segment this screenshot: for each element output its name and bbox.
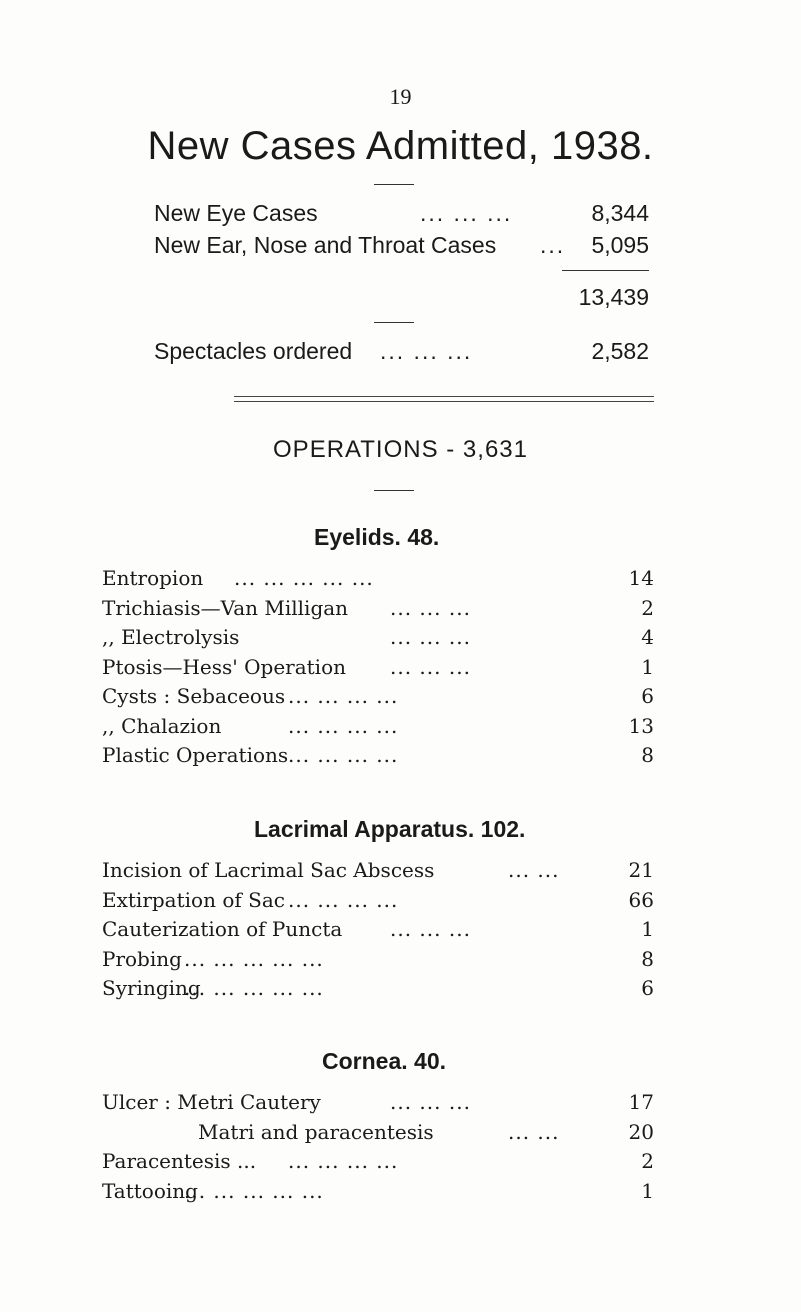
leader-dots: ... ... ... — [420, 200, 513, 226]
row-value: 20 — [628, 1119, 654, 1144]
row-label: Entropion — [102, 566, 204, 590]
row-label: ,, Chalazion — [102, 713, 222, 738]
table-row — [102, 1147, 654, 1175]
table-row — [102, 1088, 654, 1116]
divider — [374, 490, 414, 491]
row-value: 21 — [628, 858, 654, 882]
row-label: Incision of Lacrimal Sac Abscess — [102, 858, 435, 882]
summary-row-ent — [154, 230, 649, 260]
row-label: Cauterization of Puncta — [102, 917, 343, 941]
leader-dots: ... — [540, 232, 566, 258]
row-label: Ulcer : Metri Cautery — [102, 1090, 321, 1114]
row-value: 4 — [641, 625, 654, 649]
leader-dots: ... ... ... ... — [288, 743, 399, 767]
table-row — [102, 682, 654, 710]
divider — [374, 322, 414, 323]
row-value: 8 — [641, 946, 654, 971]
row-value: 17 — [628, 1090, 654, 1114]
row-value: 14 — [628, 566, 654, 590]
row-label: Plastic Operations — [102, 743, 289, 767]
table-row — [102, 712, 654, 740]
page-number: 19 — [389, 84, 412, 109]
row-label: Matri and paracentesis — [198, 1119, 434, 1144]
table-row — [102, 886, 654, 914]
row-label: Cysts : Sebaceous — [102, 684, 286, 708]
table-row — [102, 945, 654, 973]
summary-label: New Eye Cases — [154, 200, 318, 226]
section-heading-cornea: Cornea. 40. — [322, 1048, 446, 1074]
leader-dots: ... ... ... — [380, 338, 473, 364]
leader-dots: ... ... ... ... ... — [184, 976, 324, 1000]
leader-dots: ... ... ... — [390, 625, 471, 649]
table-row — [102, 974, 654, 1002]
row-value: 6 — [641, 976, 654, 1000]
leader-dots: ... ... ... ... — [288, 684, 399, 708]
summary-value: 8,344 — [591, 200, 649, 226]
operations-title: OPERATIONS - 3,631 — [273, 436, 528, 463]
table-row — [102, 594, 654, 622]
double-divider — [234, 396, 654, 402]
leader-dots: ... ... ... ... — [288, 713, 399, 738]
leader-dots: ... ... ... ... ... — [184, 946, 324, 971]
row-value: 8 — [641, 743, 654, 767]
table-row — [102, 915, 654, 943]
row-label: Tattooing — [102, 1178, 198, 1203]
summary-label: New Ear, Nose and Throat Cases — [154, 232, 497, 258]
leader-dots: ... ... ... ... — [288, 887, 399, 912]
leader-dots: ... ... ... — [390, 1090, 471, 1114]
table-row — [102, 623, 654, 651]
row-value: 2 — [641, 595, 654, 620]
summary-row-spectacles — [154, 336, 649, 366]
table-row — [102, 564, 654, 592]
table-row — [102, 856, 654, 884]
row-label: ,, Electrolysis — [102, 625, 240, 649]
row-label: Probing — [102, 946, 182, 971]
leader-dots: ... ... ... ... — [288, 1149, 399, 1173]
row-value: 2 — [641, 1149, 654, 1173]
section-heading-eyelids: Eyelids. 48. — [314, 524, 440, 550]
row-value: 66 — [628, 887, 654, 912]
summary-value: 5,095 — [591, 232, 649, 258]
table-row — [102, 741, 654, 769]
sum-rule — [562, 270, 649, 271]
divider — [374, 184, 414, 185]
section-heading-lacrimal: Lacrimal Apparatus. 102. — [254, 816, 526, 842]
summary-label: Spectacles ordered — [154, 338, 353, 364]
page-title: New Cases Admitted, 1938. — [147, 124, 654, 168]
summary-value: 2,582 — [591, 338, 649, 364]
row-value: 1 — [641, 1178, 654, 1203]
row-label: Trichiasis—Van Milligan — [102, 595, 349, 620]
row-label: Syringing — [102, 976, 201, 1000]
leader-dots: ... ... ... — [390, 917, 471, 941]
row-label: Paracentesis ... — [102, 1149, 257, 1173]
table-row — [102, 1177, 654, 1205]
leader-dots: ... ... ... ... ... — [184, 1178, 324, 1203]
summary-total: 13,439 — [578, 284, 649, 310]
table-row — [102, 1118, 654, 1146]
leader-dots: ... ... — [508, 858, 560, 882]
row-value: 13 — [628, 713, 654, 738]
row-label: Ptosis—Hess' Operation — [102, 654, 346, 679]
summary-row-eye — [154, 198, 649, 228]
leader-dots: ... ... — [508, 1119, 560, 1144]
row-label: Extirpation of Sac — [102, 887, 285, 912]
row-value: 6 — [641, 684, 654, 708]
table-row — [102, 653, 654, 681]
leader-dots: ... ... ... ... ... — [234, 566, 374, 590]
leader-dots: ... ... ... — [390, 595, 471, 620]
row-value: 1 — [641, 917, 654, 941]
row-value: 1 — [641, 654, 654, 679]
leader-dots: ... ... ... — [390, 654, 471, 679]
